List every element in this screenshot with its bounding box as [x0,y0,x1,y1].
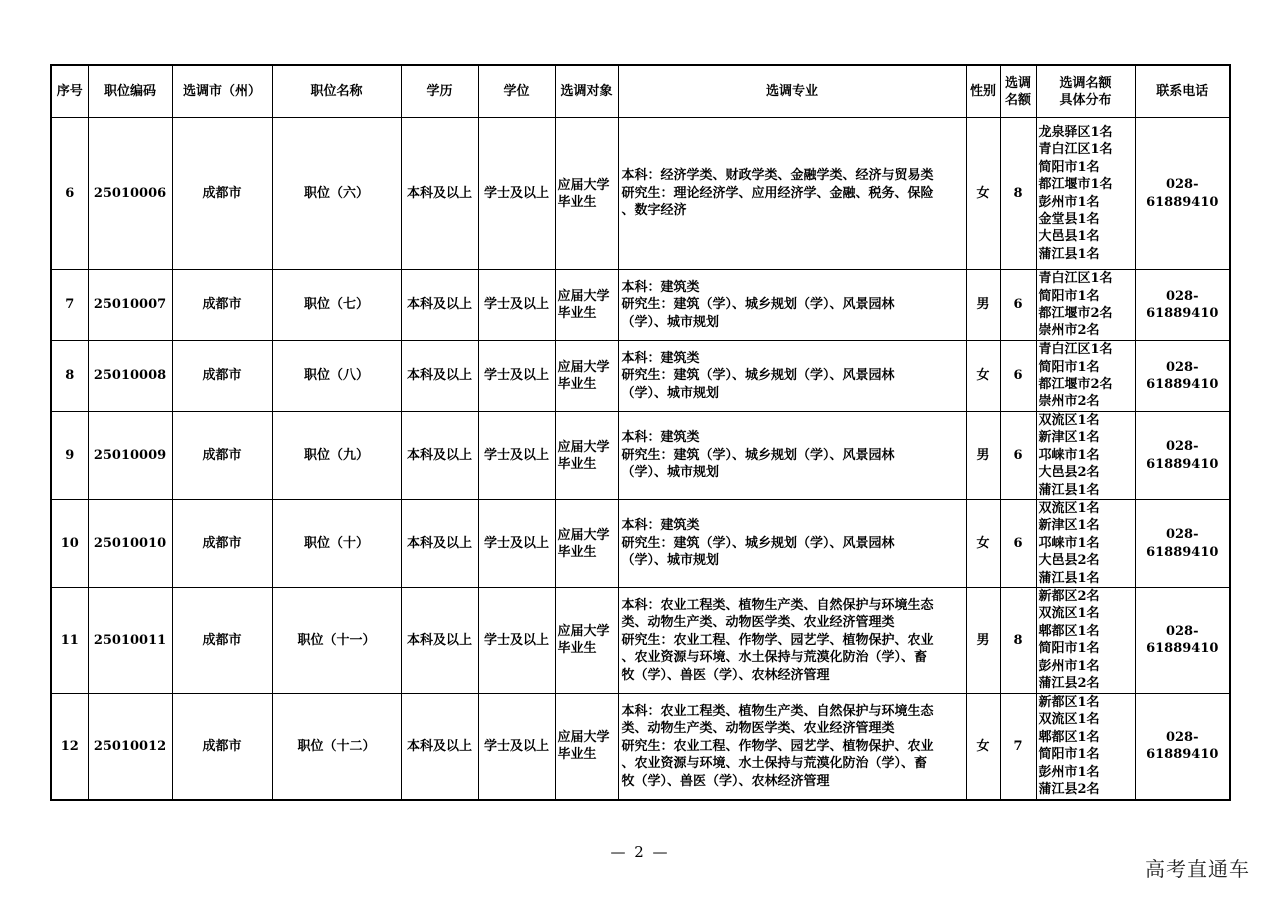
major-line: 本科：农业工程类、植物生产类、自然保护与环境生态 [621,597,934,613]
table-row [51,270,1230,341]
distribution-line: 大邑县2名 [1038,553,1100,569]
row-degree: 学士及以上 [478,118,555,270]
row-position: 职位（八） [272,341,401,412]
row-seq: 8 [51,341,88,412]
row-quota: 6 [1000,341,1036,412]
row-city: 成都市 [172,118,272,270]
row-city: 成都市 [172,270,272,341]
row-phone: 028-61889410 [1135,412,1230,500]
row-major [618,270,966,341]
major-line: 研究生：农业工程、作物学、园艺学、植物保护、农业 [621,632,934,648]
row-quota: 7 [1000,693,1036,800]
distribution-line: 简阳市1名 [1038,747,1100,763]
row-degree: 学士及以上 [478,341,555,412]
row-gender: 男 [966,270,1000,341]
major-line: （学）、城市规划 [621,553,720,569]
row-city: 成都市 [172,588,272,693]
row-target: 应届大学毕业生 [555,500,618,588]
major-line: 类、动物生产类、动物医学类、农业经济管理类 [621,721,895,736]
distribution-line: 都江堰市2名 [1038,377,1113,392]
row-major [618,500,966,588]
row-city: 成都市 [172,341,272,412]
distribution-line: 新都区2名 [1038,589,1100,605]
row-seq: 10 [51,500,88,588]
row-education: 本科及以上 [401,270,478,341]
distribution-line: 蒲江县2名 [1038,782,1100,798]
row-distribution [1036,693,1135,800]
distribution-line: 青白江区1名 [1038,271,1113,287]
row-quota: 6 [1000,270,1036,341]
distribution-line: 新津区1名 [1038,430,1100,446]
distribution-line: 青白江区1名 [1038,342,1113,358]
row-seq: 9 [51,412,88,500]
distribution-line: 龙泉驿区1名 [1038,124,1113,140]
table-row [51,341,1230,412]
row-gender: 女 [966,118,1000,270]
row-code: 25010010 [88,500,172,588]
row-education: 本科及以上 [401,500,478,588]
row-position: 职位（七） [272,270,401,341]
distribution-line: 邛崃市1名 [1038,447,1100,463]
row-education: 本科及以上 [401,588,478,693]
distribution-line: 大邑县1名 [1038,229,1100,245]
distribution-line: 邛崃市1名 [1038,535,1100,551]
major-line: 研究生：农业工程、作物学、园艺学、植物保护、农业 [621,738,934,754]
row-gender: 女 [966,693,1000,800]
major-line: 类、动物生产类、动物医学类、农业经济管理类 [621,615,895,631]
row-position: 职位（九） [272,412,401,500]
row-distribution [1036,588,1135,693]
row-major [618,588,966,693]
distribution-line: 新都区1名 [1038,695,1100,711]
row-major [618,693,966,800]
major-line: 、数字经济 [621,203,687,219]
row-phone: 028-61889410 [1135,341,1230,412]
distribution-line: 双流区1名 [1038,606,1100,622]
row-city: 成都市 [172,500,272,588]
positions-table [50,64,1231,801]
header-gender: 性别 [966,65,1000,118]
distribution-line: 双流区1名 [1038,413,1100,428]
major-line: 本科：农业工程类、植物生产类、自然保护与环境生态 [621,703,934,719]
major-line: 研究生：理论经济学、应用经济学、金融、税务、保险 [621,185,934,201]
row-city: 成都市 [172,693,272,800]
major-line: 研究生：建筑（学）、城乡规划（学）、风景园林 [621,535,895,551]
distribution-line: 彭州市1名 [1038,764,1100,780]
table-header [51,65,1230,118]
row-quota: 8 [1000,118,1036,270]
distribution-line: 都江堰市2名 [1038,306,1113,321]
table-row [51,500,1230,588]
major-line: （学）、城市规划 [621,385,720,401]
row-code: 25010011 [88,588,172,693]
major-line: 研究生：建筑（学）、城乡规划（学）、风景园林 [621,447,895,463]
row-position: 职位（十二） [272,693,401,800]
distribution-line: 蒲江县1名 [1038,482,1100,498]
major-line: 研究生：建筑（学）、城乡规划（学）、风景园林 [621,368,895,384]
distribution-line: 金堂县1名 [1038,211,1100,227]
row-quota: 6 [1000,500,1036,588]
major-line: 本科：建筑类 [621,430,700,446]
table-body [51,118,1230,801]
header-seq: 序号 [51,65,88,118]
header-major: 选调专业 [618,65,966,118]
row-gender: 男 [966,412,1000,500]
row-major [618,118,966,270]
row-code: 25010009 [88,412,172,500]
row-target: 应届大学毕业生 [555,118,618,270]
distribution-line: 简阳市1名 [1038,359,1100,375]
row-target: 应届大学毕业生 [555,588,618,693]
distribution-line: 双流区1名 [1038,501,1100,517]
header-position: 职位名称 [272,65,401,118]
major-line: 本科：建筑类 [621,518,700,534]
header-education: 学历 [401,65,478,118]
row-position: 职位（十一） [272,588,401,693]
table-row [51,693,1230,800]
major-line: （学）、城市规划 [621,314,720,330]
row-education: 本科及以上 [401,118,478,270]
row-gender: 男 [966,588,1000,693]
header-distribution-line1: 选调名额 [1059,75,1112,91]
row-degree: 学士及以上 [478,693,555,800]
row-distribution [1036,412,1135,500]
header-phone: 联系电话 [1135,65,1230,118]
major-line: 本科：建筑类 [621,350,700,366]
major-line: 本科：建筑类 [621,279,700,295]
row-degree: 学士及以上 [478,588,555,693]
distribution-line: 崇州市2名 [1038,394,1100,410]
row-code: 25010008 [88,341,172,412]
row-major [618,341,966,412]
distribution-line: 青白江区1名 [1038,142,1113,158]
row-distribution [1036,341,1135,412]
row-education: 本科及以上 [401,341,478,412]
row-education: 本科及以上 [401,693,478,800]
major-line: 、农业资源与环境、水土保持与荒漠化防治（学）、畜 [621,650,928,666]
watermark: 高考直通车 [1145,857,1250,881]
header-quota-line2: 名额 [1004,92,1031,108]
row-gender: 女 [966,500,1000,588]
distribution-line: 大邑县2名 [1038,465,1100,481]
major-line: 本科：经济学类、财政学类、金融学类、经济与贸易类 [621,168,934,184]
row-seq: 12 [51,693,88,800]
row-code: 25010012 [88,693,172,800]
row-code: 25010006 [88,118,172,270]
major-line: 研究生：建筑（学）、城乡规划（学）、风景园林 [621,297,895,313]
table-row [51,588,1230,693]
row-target: 应届大学毕业生 [555,412,618,500]
row-major [618,412,966,500]
major-line: 、农业资源与环境、水土保持与荒漠化防治（学）、畜 [621,756,928,771]
row-position: 职位（六） [272,118,401,270]
major-line: 牧（学）、兽医（学）、农林经济管理 [621,667,830,683]
row-phone: 028-61889410 [1135,118,1230,270]
header-target: 选调对象 [555,65,618,118]
row-code: 25010007 [88,270,172,341]
row-distribution [1036,118,1135,270]
header-distribution-line2: 具体分布 [1059,92,1112,108]
distribution-line: 彭州市1名 [1038,658,1100,674]
row-education: 本科及以上 [401,412,478,500]
row-seq: 6 [51,118,88,270]
distribution-line: 新津区1名 [1038,518,1100,534]
row-target: 应届大学毕业生 [555,341,618,412]
distribution-line: 简阳市1名 [1038,288,1100,304]
row-phone: 028-61889410 [1135,500,1230,588]
distribution-line: 彭州市1名 [1038,194,1100,210]
distribution-line: 双流区1名 [1038,712,1100,728]
row-target: 应届大学毕业生 [555,270,618,341]
row-phone: 028-61889410 [1135,270,1230,341]
row-distribution [1036,500,1135,588]
row-degree: 学士及以上 [478,270,555,341]
table-row [51,118,1230,270]
row-phone: 028-61889410 [1135,693,1230,800]
distribution-line: 简阳市1名 [1038,159,1100,175]
header-degree: 学位 [478,65,555,118]
row-degree: 学士及以上 [478,412,555,500]
page-number: — 2 — [610,843,670,861]
row-target: 应届大学毕业生 [555,693,618,800]
header-distribution [1036,65,1135,118]
row-city: 成都市 [172,412,272,500]
table-row [51,412,1230,500]
distribution-line: 简阳市1名 [1038,641,1100,657]
distribution-line: 蒲江县2名 [1038,676,1100,692]
row-position: 职位（十） [272,500,401,588]
row-seq: 11 [51,588,88,693]
major-line: 牧（学）、兽医（学）、农林经济管理 [621,773,830,789]
header-quota-line1: 选调 [1004,75,1031,91]
header-city: 选调市（州） [172,65,272,118]
distribution-line: 蒲江县1名 [1038,570,1100,586]
distribution-line: 崇州市2名 [1038,323,1100,339]
row-seq: 7 [51,270,88,341]
major-line: （学）、城市规划 [621,465,720,481]
row-degree: 学士及以上 [478,500,555,588]
header-code: 职位编码 [88,65,172,118]
distribution-line: 郫都区1名 [1038,623,1100,639]
row-quota: 6 [1000,412,1036,500]
row-gender: 女 [966,341,1000,412]
distribution-line: 郫都区1名 [1038,729,1100,745]
row-quota: 8 [1000,588,1036,693]
distribution-line: 都江堰市1名 [1038,177,1113,193]
row-distribution [1036,270,1135,341]
distribution-line: 蒲江县1名 [1038,246,1100,262]
header-quota [1000,65,1036,118]
row-phone: 028-61889410 [1135,588,1230,693]
